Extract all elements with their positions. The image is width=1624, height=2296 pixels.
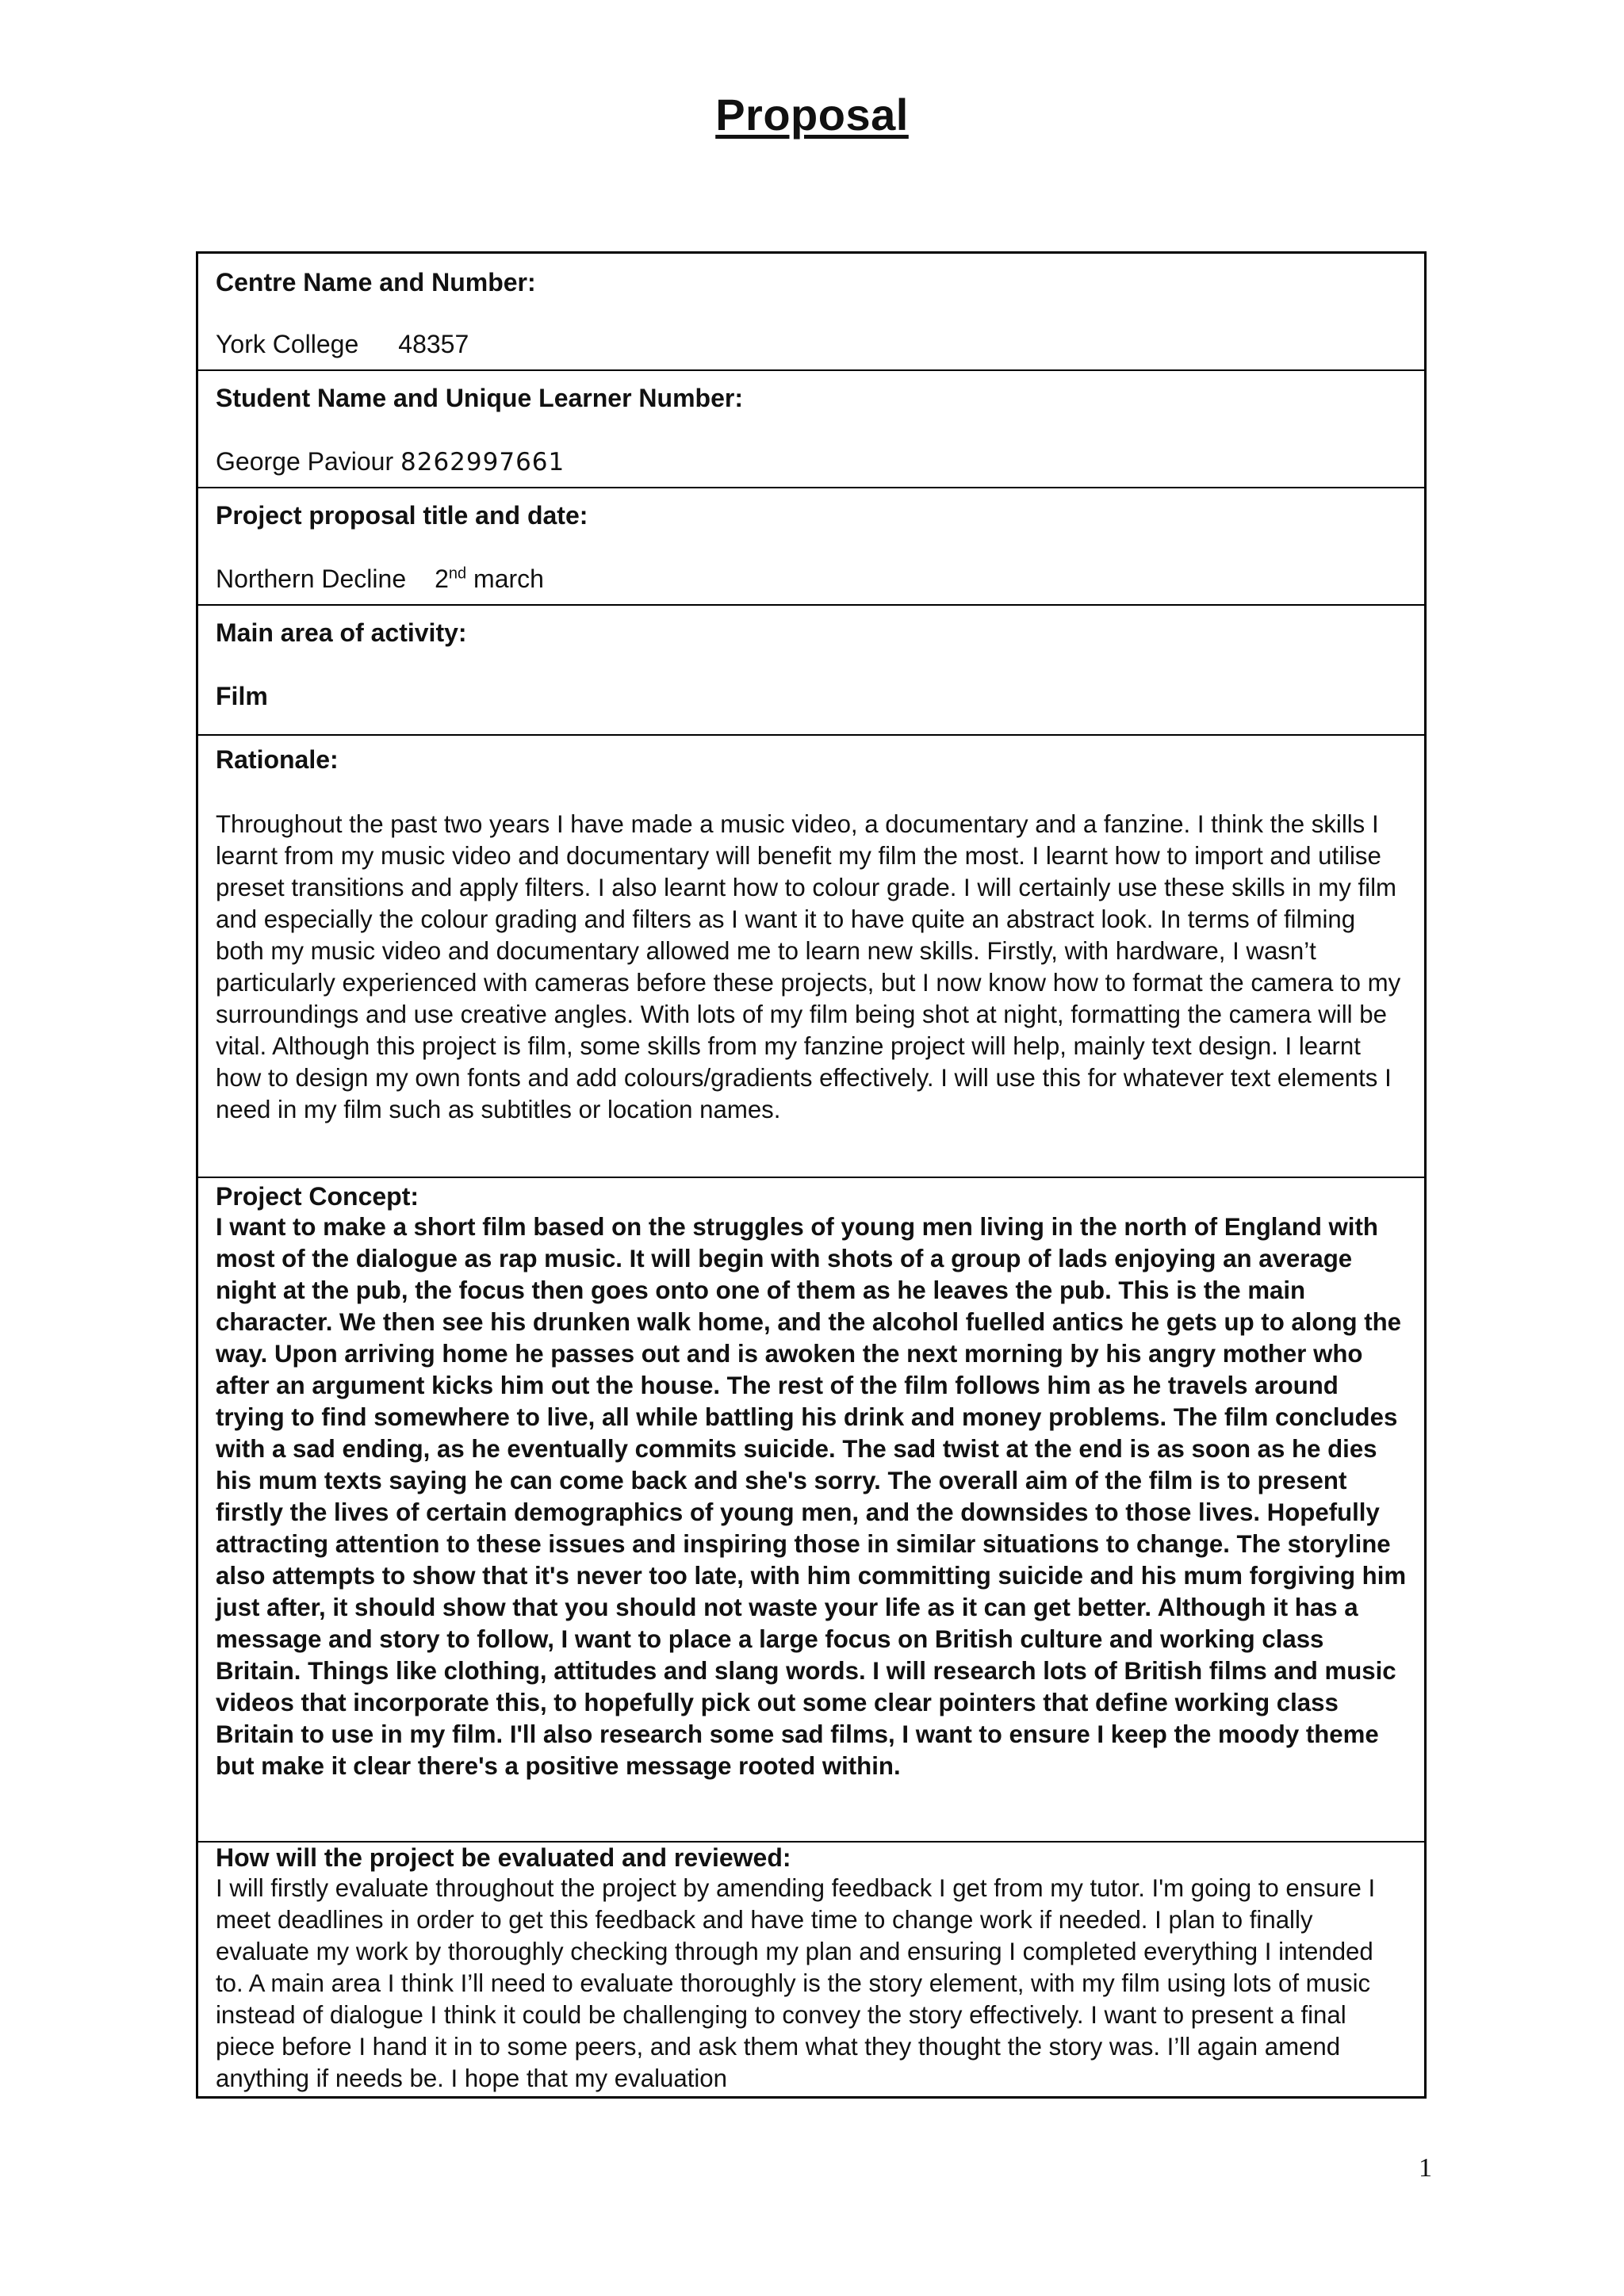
centre-number: 48357 — [398, 330, 469, 358]
rationale-text: Throughout the past two years I have made a music video, a documentary and a fanzine. I think the skills I learnt from my music video and documentary will benefit my film the most. I learnt how to import and utilise preset transitions and apply filters. I also learnt how to colour grade. I will certainly use these skills in my film and especially the colour grading and filters as I want it to have quite an abstract look. In terms of filming both my music video and documentary allowed me to learn new skills. Firstly, with hardware, I wasn’t particularly experienced with cameras before these projects, but I now know how to format the camera to my surroundings and use creative angles. With lots of my film being shot at night, formatting the camera will be vital. Although this project is film, some skills from my fanzine project will help, mainly text design. I learnt how to design my own fonts and add colours/gradients effectively. I will use this for whatever text elements I need in my film such as subtitles or location names. — [216, 810, 1401, 1123]
evaluation-text: I will firstly evaluate throughout the project by amending feedback I get from my tutor. I'm going to ensure I meet deadlines in order to get this feedback and have time to change work if needed. I plan to finally evaluate my work by thoroughly checking through my plan and ensuring I completed everything I intended to. A main area I think I’ll need to evaluate thoroughly is the story element, with my film using lots of music instead of dialogue I think it could be challenging to convey the story effectively. I want to present a final piece before I hand it in to some peers, and ask them what they thought the story was. I’ll again amend anything if needs be. I hope that my evaluation — [216, 1874, 1376, 2092]
student-value — [216, 446, 1407, 478]
centre-value — [216, 328, 1407, 360]
concept-section — [198, 1178, 1424, 1843]
student-section — [198, 371, 1424, 488]
project-date-month: march — [473, 564, 544, 593]
evaluation-label: How will the project be evaluated and reviewed: — [216, 1843, 791, 1872]
student-label: Student Name and Unique Learner Number: — [216, 384, 743, 412]
concept-label: Project Concept: — [216, 1182, 419, 1211]
centre-label: Centre Name and Number: — [216, 268, 536, 297]
project-title-section — [198, 488, 1424, 606]
page-title: Proposal — [715, 90, 909, 140]
project-title-label: Project proposal title and date: — [216, 501, 588, 530]
rationale-label: Rationale: — [216, 745, 339, 774]
project-date-suffix: nd — [448, 564, 467, 583]
page-number: 1 — [1419, 2153, 1432, 2183]
concept-text: I want to make a short film based on the struggles of young men living in the north of England with most of the dialogue as rap music. It will begin with shots of a group of lads enjoying an average night at the pub, the focus then goes onto one of them as he leaves the pub. This is the main character. We then see his drunken walk home, and the alcohol fuelled antics he gets up to along the way. Upon arriving home he passes out and is awoken the next morning by his angry mother who after an argument kicks him out the house. The rest of the film follows him as he travels around trying to find somewhere to live, all while battling his drink and money problems. The film concludes with a sad ending, as he eventually commits suicide. The sad twist at the end is as soon as he dies his mum texts saying he can come back and she's sorry. The overall aim of the film is to present firstly the lives of certain demographics of young men, and the downsides to those lives. Hopefully attracting attention to these issues and inspiring those in similar situations to change. The storyline also attempts to show that it's never too late, with him committing suicide and his mum forgiving him just after, it should show that you should not waste your life as it can get better. Although it has a message and story to follow, I want to place a large focus on British culture and working class Britain. Things like clothing, attitudes and slang words. I will research lots of British films and music videos that incorporate this, to hopefully pick out some clear pointers that define working class Britain to use in my film. I'll also research some sad films, I want to ensure I keep the moody theme but make it clear there's a positive message rooted within. — [216, 1213, 1407, 1780]
activity-label: Main area of activity: — [216, 618, 467, 647]
project-date-day: 2 — [435, 564, 449, 593]
centre-name: York College — [216, 330, 359, 358]
project-title-value — [216, 563, 1407, 595]
activity-value: Film — [216, 682, 268, 710]
student-name: George Paviour — [216, 447, 394, 476]
proposal-form — [196, 251, 1427, 2099]
evaluation-section — [198, 1843, 1424, 2096]
rationale-section — [198, 736, 1424, 1178]
centre-section — [198, 254, 1424, 371]
student-uln: 8262997661 — [400, 448, 565, 476]
project-title-name: Northern Decline — [216, 564, 407, 593]
activity-section — [198, 606, 1424, 736]
